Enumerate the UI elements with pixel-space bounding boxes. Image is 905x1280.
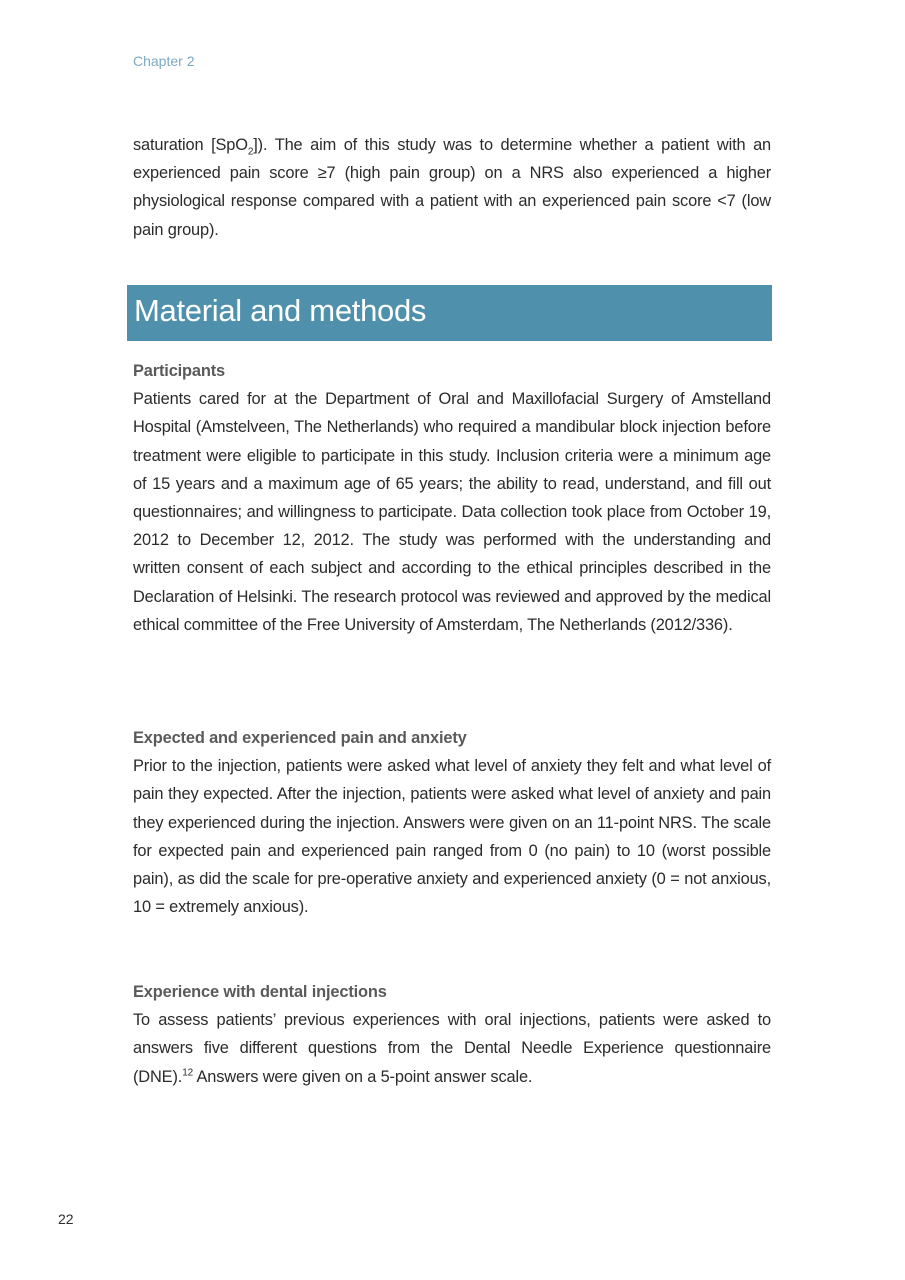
page-number: 22 xyxy=(58,1211,74,1227)
reference-marker[interactable]: 12 xyxy=(182,1067,194,1079)
subsection-participants xyxy=(133,357,771,639)
subsection-body: Prior to the injection, patients were asked what level of anxiety they felt and what level of pain they expected. After the injection, patients were asked what level of anxiety and pain they experienced during the injection. Answers were given on an 11-point NRS. The scale for expected pain and experienced pain ranged from 0 (no pain) to 10 (worst possible pain), as did the scale for pre-operative anxiety and experienced anxiety (0 = not anxious, 10 = extremely anxious). xyxy=(133,757,771,917)
subsection-dental-injections xyxy=(133,978,771,1091)
section-title: Material and methods xyxy=(134,293,427,328)
chapter-label: Chapter 2 xyxy=(133,53,195,69)
subsection-heading: Expected and experienced pain and anxiety xyxy=(133,729,467,747)
subscript: 2 xyxy=(247,146,254,158)
intro-paragraph xyxy=(133,131,771,244)
section-banner xyxy=(127,285,772,341)
intro-text-post: ]). The aim of this study was to determine whether a patient with an experienced pain score ≥7 (high pain group) on a NRS also experienced a higher physiological response compared with a patient with an experienced pain score <7 (low pain group). xyxy=(133,136,772,239)
subsection-heading: Experience with dental injections xyxy=(133,983,387,1001)
subsection-pain-anxiety xyxy=(133,724,771,921)
subsection-heading: Participants xyxy=(133,362,226,380)
intro-text-pre: saturation [SpO xyxy=(133,136,248,154)
subsection-body-pre: To assess patients’ previous experiences with oral injections, patients were asked to answers five different questions from the Dental Needle Experience questionnaire (DNE). xyxy=(133,1011,771,1086)
subsection-body-post: Answers were given on a 5-point answer scale. xyxy=(193,1067,533,1086)
subsection-body: Patients cared for at the Department of Oral and Maxillofacial Surgery of Amstelland Hospital (Amstelveen, The Netherlands) who required a mandibular block injection before treatment were eligible to participate in this study. Inclusion criteria were a minimum age of 15 years and a maximum age of 65 years; the ability to read, understand, and fill out questionnaires; and willingness to participate. Data collection took place from October 19, 2012 to December 12, 2012. The study was performed with the understanding and written consent of each subject and according to the ethical principles described in the Declaration of Helsinki. The research protocol was reviewed and approved by the medical ethical committee of the Free University of Amsterdam, The Netherlands (2012/336). xyxy=(133,390,771,634)
